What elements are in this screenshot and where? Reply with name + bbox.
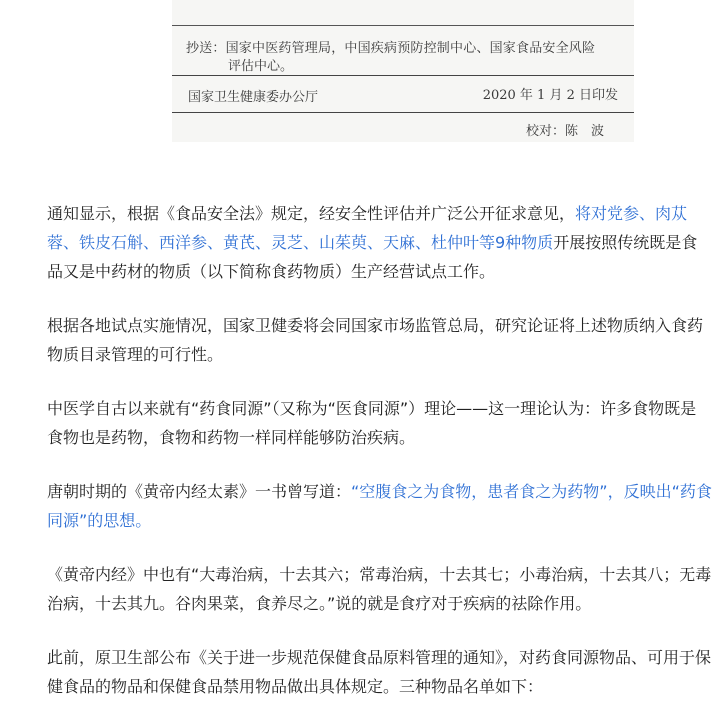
paragraph-notice-text-end: 开展按照传统既是食品又是中药材的物质（以下简称食药物质）生产经营试点工作。 <box>47 233 698 281</box>
cc-recipients-line-2: 评估中心。 <box>228 59 294 74</box>
scanned-document-excerpt <box>172 0 634 142</box>
paragraph-notice-text: 通知显示，根据《食品安全法》规定，经安全性评估并广泛公开征求意见， <box>47 204 576 223</box>
paragraph-tang-dynasty <box>47 477 712 535</box>
cc-recipients-line-1: 抄送：国家中医药管理局，中国疾病预防控制中心、国家食品安全风险 <box>186 41 596 56</box>
paragraph-notice <box>47 199 712 286</box>
paragraph-huangdi-neijing <box>47 560 712 618</box>
paragraph-pilot-text: 根据各地试点实施情况，国家卫健委将会同国家市场监管总局，研究论证将上述物质纳入食药物质目录管理的可行性。 <box>47 316 704 364</box>
paragraph-huangdi-neijing-text: 《黄帝内经》中也有“大毒治病，十去其六；常毒治病，十去其七；小毒治病，十去其八；无毒治病，十去其九。谷肉果菜，食养尽之。”说的就是食疗对于疾病的祛除作用。 <box>47 565 712 613</box>
paragraph-pilot <box>47 311 712 369</box>
proofreader: 校对：陈 波 <box>525 124 604 139</box>
paragraph-tang-dynasty-text: 唐朝时期的《黄帝内经太素》一书曾写道： <box>47 482 352 501</box>
paragraph-tcm-theory <box>47 394 712 452</box>
paragraph-tcm-theory-text: 中医学自古以来就有“药食同源”（又称为“医食同源”）理论——这一理论认为：许多食物既是食物也是药物，食物和药物一样同样能够防治疾病。 <box>47 399 697 447</box>
paragraph-notice-highlight: 将对党参、肉苁蓉、铁皮石斛、西洋参、黄芪、灵芝、山茱萸、天麻、杜仲叶等9种物质 <box>47 204 688 252</box>
document-rule-top <box>172 25 634 26</box>
issuing-office: 国家卫生健康委办公厅 <box>188 90 319 105</box>
document-rule-bottom <box>172 112 634 113</box>
article-body <box>47 199 712 714</box>
paragraph-previous-notice <box>47 643 712 701</box>
paragraph-tang-dynasty-highlight: “空腹食之为食物，患者食之为药物”，反映出“药食同源”的思想。 <box>47 482 712 530</box>
issue-date: 2020 年 1 月 2 日印发 <box>482 88 618 103</box>
document-rule-middle <box>172 75 634 76</box>
paragraph-previous-notice-text: 此前，原卫生部公布《关于进一步规范保健食品原料管理的通知》，对药食同源物品、可用于保健食品的物品和保健食品禁用物品做出具体规定。三种物品名单如下： <box>47 648 712 696</box>
